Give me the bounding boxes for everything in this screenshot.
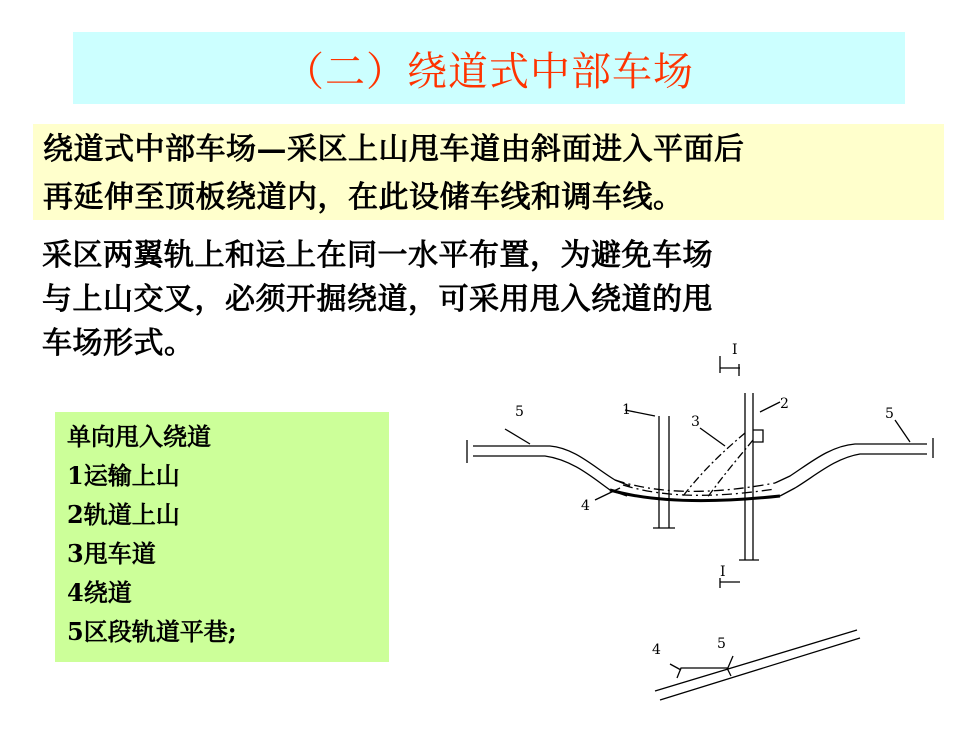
definition-line-2: 再延伸至顶板绕道内，在此设储车线和调车线。 [43, 180, 684, 215]
description-line-1: 采区两翼轨上和运上在同一水平布置，为避免车场 [42, 238, 713, 273]
label-5-right: 5 [885, 406, 894, 422]
roadway-layout-diagram [455, 338, 955, 713]
legend-item-1: 1运输上山 [67, 461, 180, 490]
definition-line-1: 绕道式中部车场—采区上山甩车道由斜面进入平面后 [43, 132, 745, 167]
section-label-4: 4 [652, 642, 661, 658]
haulage-uphill [653, 416, 675, 528]
section-marker-top [720, 342, 740, 376]
label-5-left: 5 [515, 404, 524, 420]
section-label-bottom: I [720, 564, 726, 580]
description-line-3: 车场形式。 [42, 326, 195, 361]
section-label-5: 5 [717, 636, 726, 652]
bypass-roadway [610, 480, 780, 501]
right-level-roadway [775, 438, 933, 496]
page-title: （二）绕道式中部车场 [284, 48, 694, 95]
legend-item-3: 3甩车道 [67, 539, 156, 568]
label-3: 3 [691, 414, 700, 430]
legend-heading: 单向甩入绕道 [67, 422, 211, 451]
description-line-2: 与上山交叉，必须开掘绕道，可采用甩入绕道的甩 [42, 282, 713, 317]
left-level-roadway [467, 440, 630, 496]
track-uphill [739, 393, 763, 560]
section-label-top: I [732, 342, 738, 358]
title-bar [73, 32, 905, 104]
legend-item-5: 5区段轨道平巷; [67, 617, 237, 646]
label-2: 2 [780, 396, 789, 412]
label-1: 1 [622, 402, 631, 418]
legend-item-2: 2轨道上山 [67, 500, 180, 529]
section-view [652, 630, 860, 700]
label-4: 4 [581, 498, 590, 514]
definition-block [33, 124, 944, 220]
legend-box [55, 412, 389, 662]
legend-item-4: 4绕道 [67, 578, 132, 607]
section-marker-bottom [720, 564, 740, 588]
